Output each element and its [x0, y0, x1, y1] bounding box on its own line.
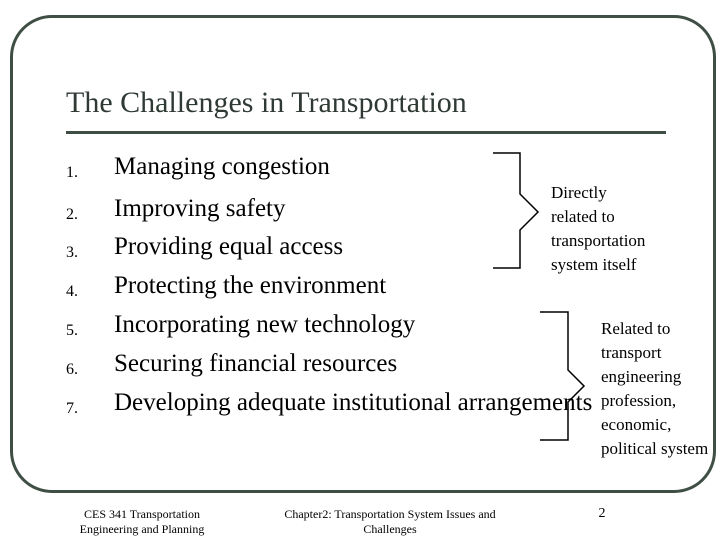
- side-note-line: profession,: [601, 391, 677, 410]
- footer-line: CES 341 Transportation: [83, 507, 200, 521]
- side-note-line: Related to: [601, 319, 671, 338]
- list-number: 4.: [66, 283, 78, 300]
- list-number: 2.: [66, 206, 78, 223]
- list-number: 5.: [66, 322, 78, 339]
- slide-title: The Challenges in Transportation: [66, 86, 467, 119]
- side-note-line: related to: [551, 207, 615, 226]
- side-note-line: Directly: [551, 183, 607, 202]
- side-note-line: political system: [601, 439, 709, 458]
- list-number: 7.: [66, 400, 78, 417]
- brace-group2: [540, 312, 584, 440]
- list-text: Providing equal access: [114, 233, 344, 260]
- footer-chapter: [268, 507, 512, 537]
- list-text: Incorporating new technology: [114, 311, 416, 338]
- footer-line: Challenges: [363, 522, 417, 536]
- list-text: Protecting the environment: [114, 272, 387, 299]
- side-note-line: engineering: [601, 367, 682, 386]
- footer-line: Engineering and Planning: [79, 522, 205, 536]
- list-text: Improving safety: [114, 195, 286, 222]
- list-number: 1.: [66, 164, 78, 181]
- footer-course: [70, 507, 214, 537]
- list-number: 3.: [66, 244, 78, 261]
- list-text: Managing congestion: [114, 153, 330, 180]
- side-note-line: system itself: [551, 255, 637, 274]
- side-note-line: transportation: [551, 231, 646, 250]
- list-text: Securing financial resources: [114, 350, 398, 377]
- side-note-group1: [551, 181, 645, 277]
- side-note-group2: [601, 317, 708, 461]
- list-number: 6.: [66, 361, 78, 378]
- footer-line: Chapter2: Transportation System Issues and: [284, 507, 496, 521]
- list-text: Developing adequate institutional arrangements: [114, 389, 593, 416]
- side-note-line: economic,: [601, 415, 672, 434]
- page-number: 2: [598, 506, 606, 521]
- side-note-line: transport: [601, 343, 662, 362]
- brace-group1: [493, 153, 538, 268]
